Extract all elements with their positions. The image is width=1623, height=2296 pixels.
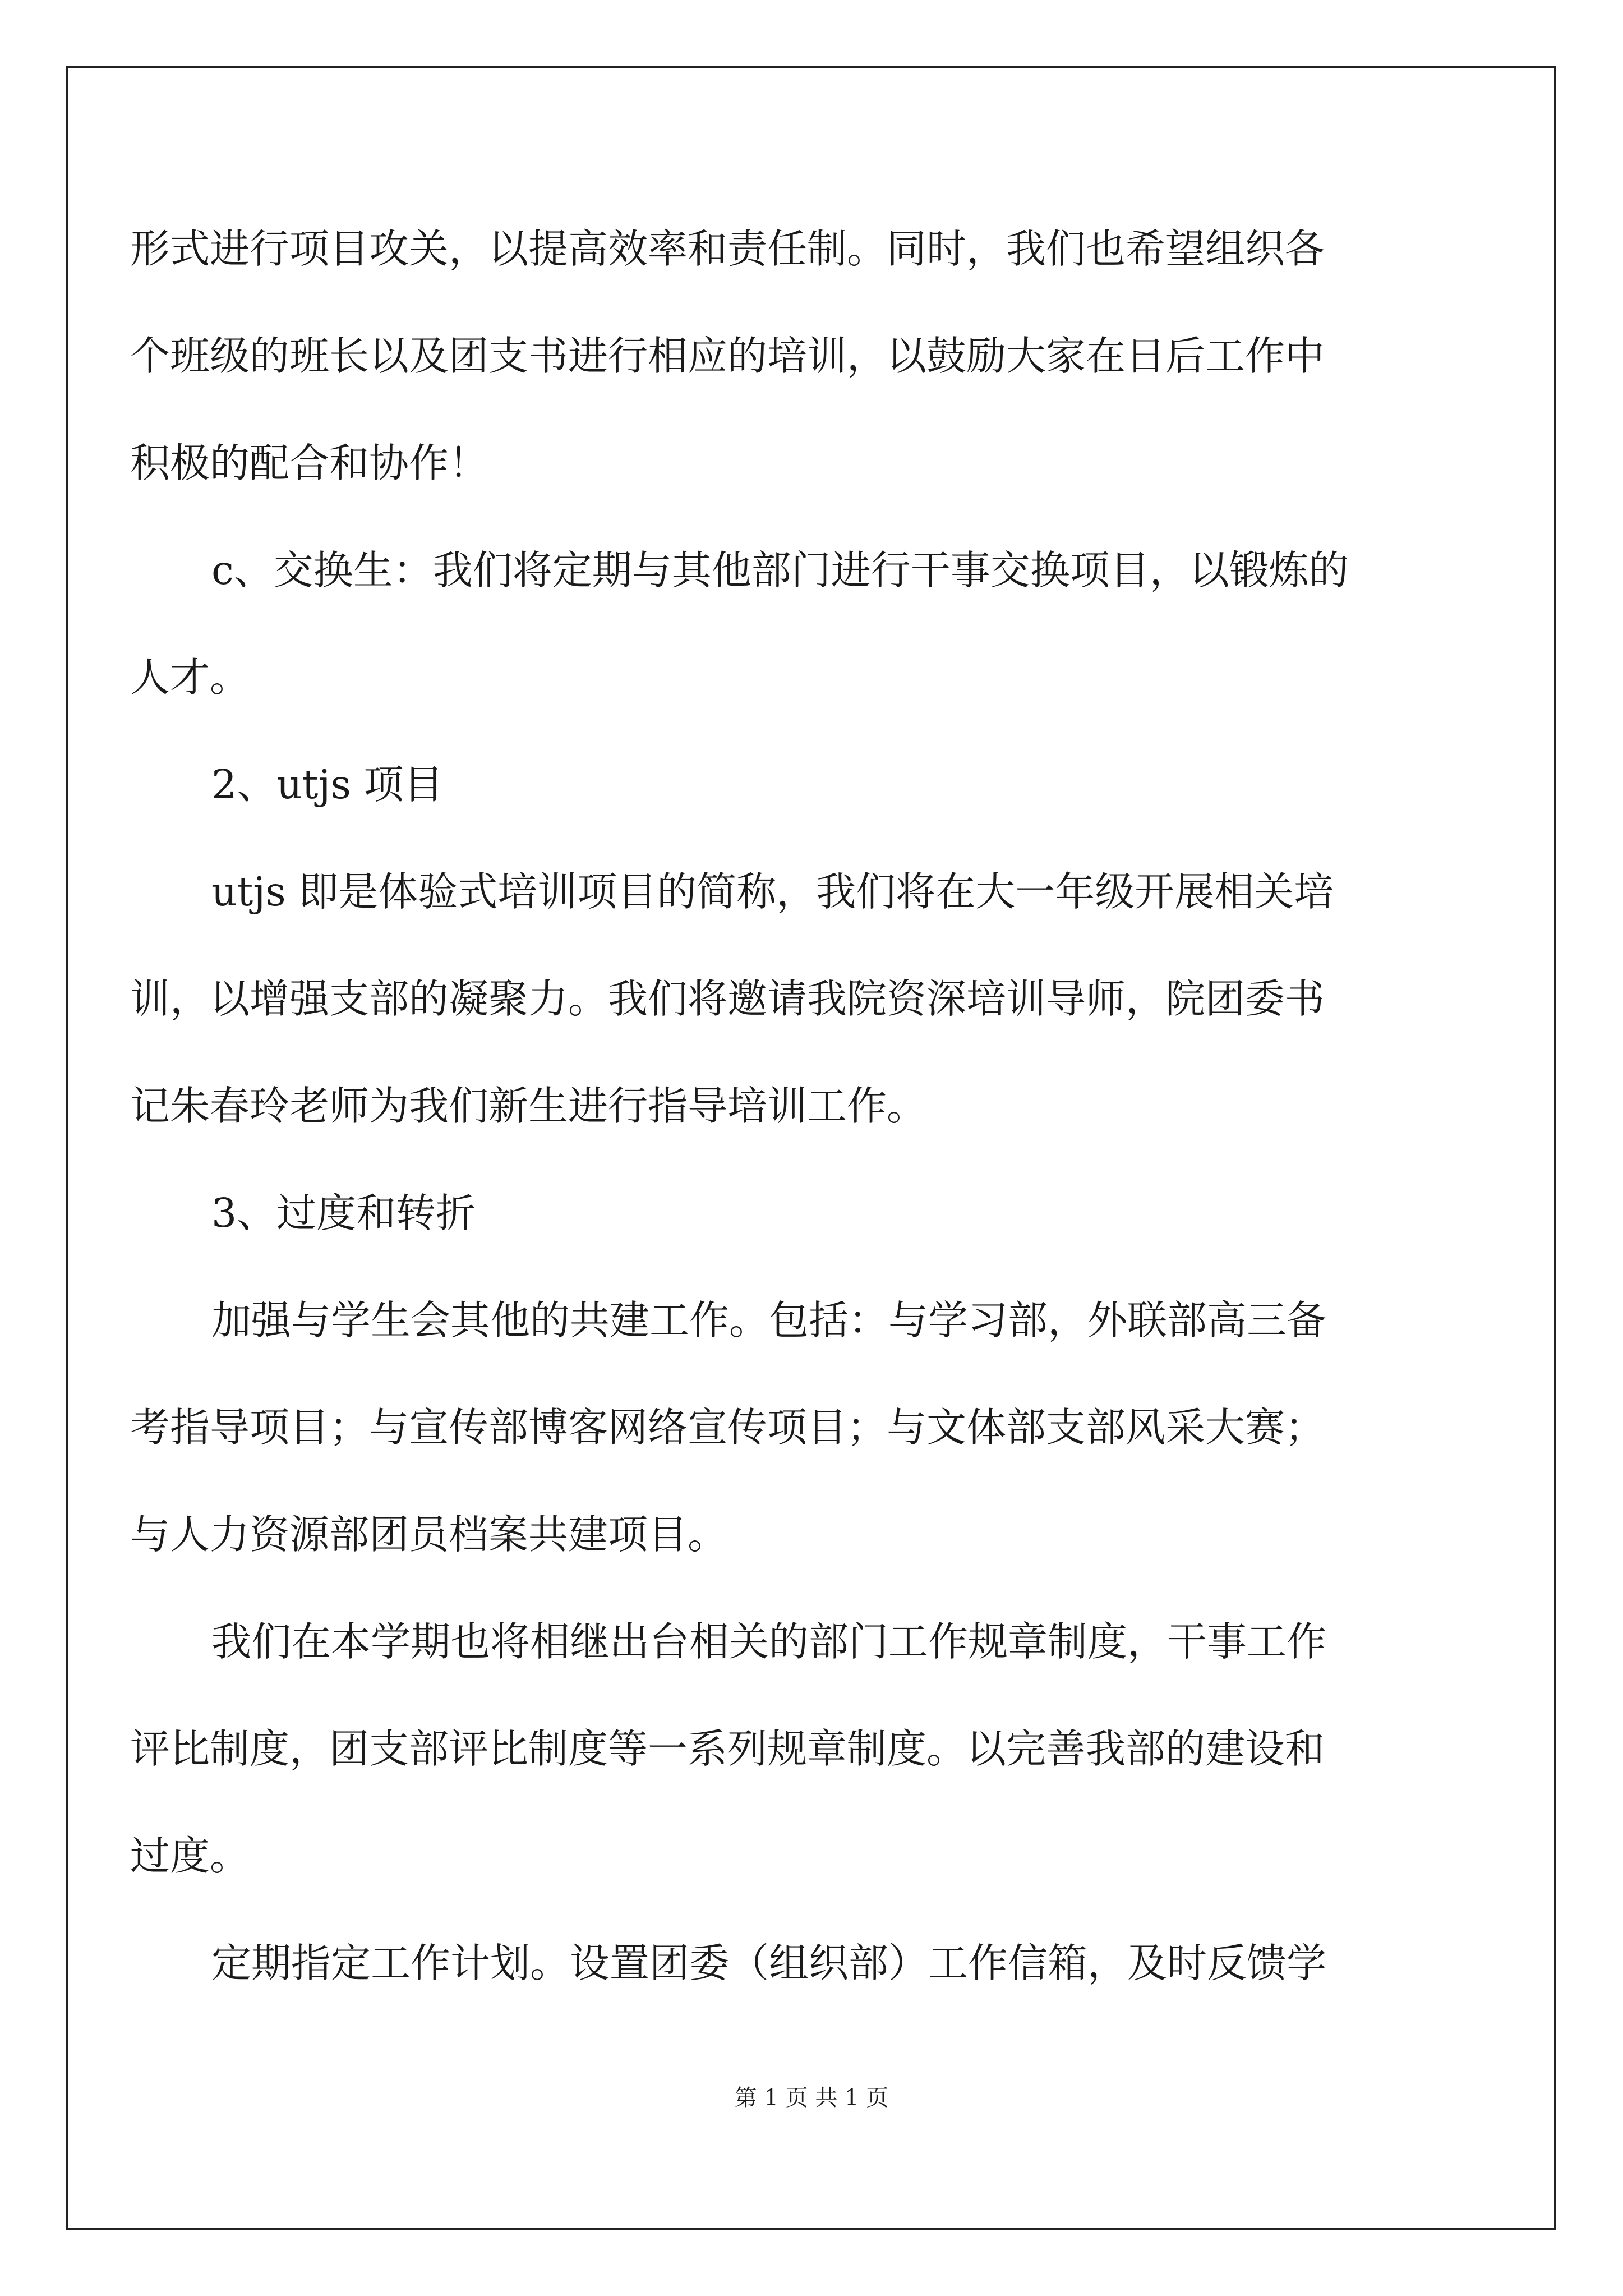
paragraph-line: 过度。: [130, 1833, 250, 1879]
paragraph-line: 记朱春玲老师为我们新生进行指导培训工作。: [130, 1083, 927, 1129]
paragraph-line: 定期指定工作计划。设置团委（组织部）工作信箱，及时反馈学: [211, 1940, 1327, 1986]
paragraph-line: 积极的配合和协作！: [130, 440, 489, 486]
paragraph-line: 个班级的班长以及团支书进行相应的培训，以鼓励大家在日后工作中: [130, 333, 1325, 379]
section-heading: 3、过度和转折: [211, 1190, 476, 1236]
paragraph-line: 人才。: [130, 654, 250, 701]
paragraph-line: 我们在本学期也将相继出台相关的部门工作规章制度，干事工作: [211, 1618, 1327, 1665]
paragraph-line: utjs 即是体验式培训项目的简称，我们将在大一年级开展相关培: [211, 868, 1334, 915]
page-border: [66, 66, 1556, 2230]
section-heading: 2、utjs 项目: [211, 761, 444, 808]
paragraph-line: 评比制度，团支部评比制度等一系列规章制度。以完善我部的建设和: [130, 1726, 1325, 1772]
paragraph-line: 与人力资源部团员档案共建项目。: [130, 1511, 728, 1558]
paragraph-line: 训，以增强支部的凝聚力。我们将邀请我院资深培训导师，院团委书: [130, 976, 1325, 1022]
paragraph-line: 加强与学生会其他的共建工作。包括：与学习部，外联部高三备: [211, 1297, 1327, 1343]
paragraph-line: c、交换生：我们将定期与其他部门进行干事交换项目，以锻炼的: [211, 547, 1349, 593]
paragraph-line: 考指导项目；与宣传部博客网络宣传项目；与文体部支部风采大赛；: [130, 1404, 1325, 1451]
paragraph-line: 形式进行项目攻关，以提高效率和责任制。同时，我们也希望组织各: [130, 226, 1325, 272]
page-number-footer: 第 1 页 共 1 页: [734, 2085, 889, 2111]
